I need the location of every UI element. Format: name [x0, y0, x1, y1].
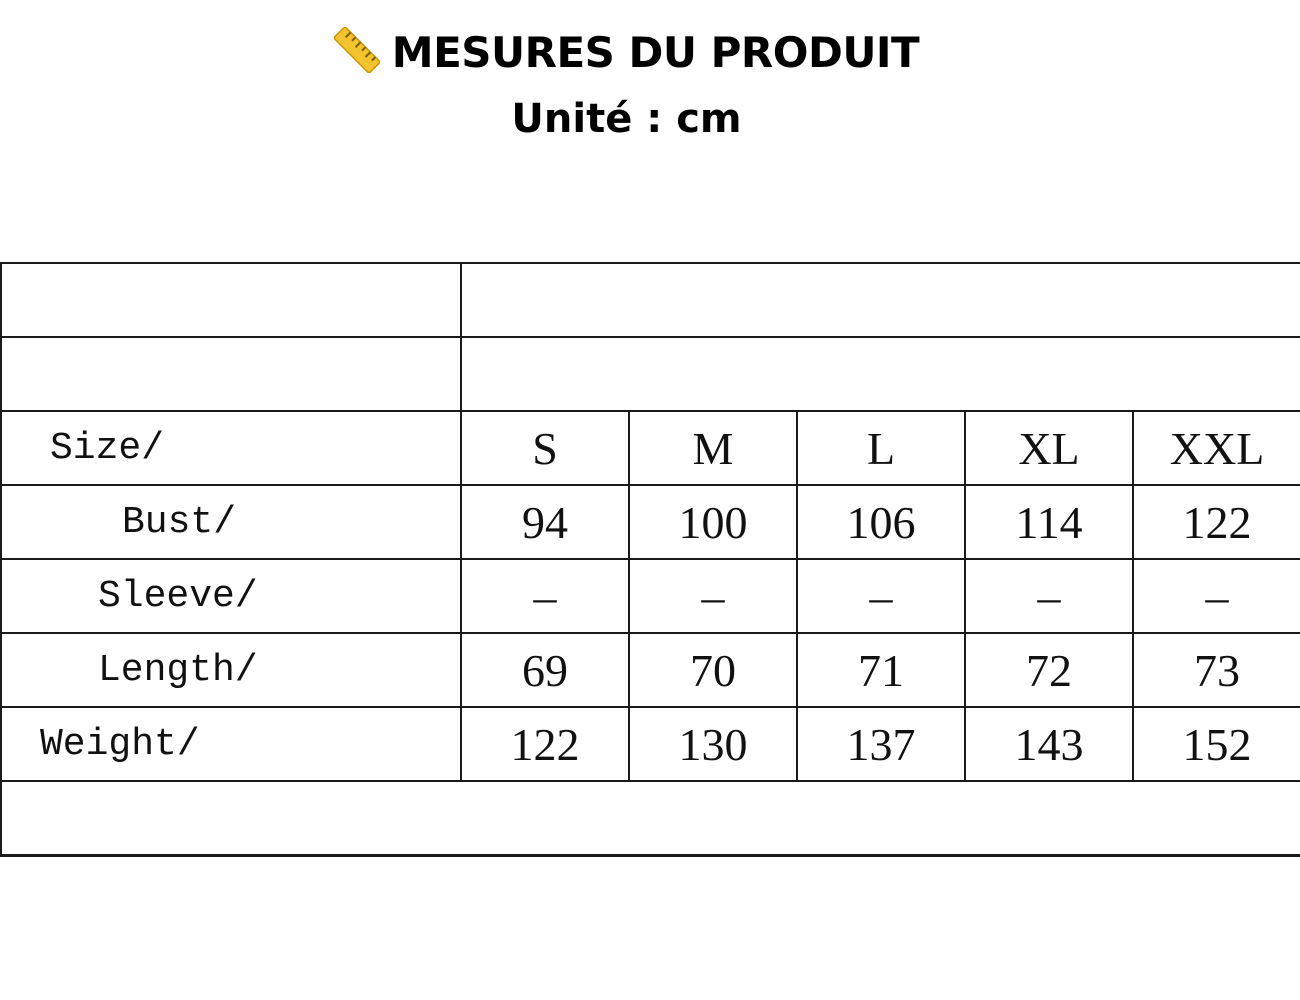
size-label: Size/ — [50, 426, 165, 470]
table-row-sizes — [1, 411, 1300, 485]
table-cell — [461, 263, 1300, 337]
table-cell: 69 — [461, 633, 629, 707]
row-label-length — [1, 633, 461, 707]
table-cell: – — [965, 559, 1133, 633]
table-cell — [1, 337, 461, 411]
table-cell: – — [629, 559, 797, 633]
table-cell: 122 — [461, 707, 629, 781]
table-cell: 100 — [629, 485, 797, 559]
table-row-blank-3 — [1, 781, 1300, 856]
table-cell: 114 — [965, 485, 1133, 559]
size-header-l: L — [797, 411, 965, 485]
row-label-sleeve — [1, 559, 461, 633]
sleeve-label: Sleeve/ — [98, 574, 258, 618]
table-cell: – — [1133, 559, 1300, 633]
table-cell: 94 — [461, 485, 629, 559]
table-cell: 130 — [629, 707, 797, 781]
table-cell: – — [461, 559, 629, 633]
row-label-size — [1, 411, 461, 485]
table-row-bust — [1, 485, 1300, 559]
size-header-xxl: XXL — [1133, 411, 1300, 485]
table-cell — [461, 337, 1300, 411]
row-label-weight — [1, 707, 461, 781]
size-chart-table — [0, 262, 1300, 857]
weight-label: Weight/ — [40, 722, 200, 766]
table-cell: 71 — [797, 633, 965, 707]
table-cell: 73 — [1133, 633, 1300, 707]
table-row-blank-2 — [1, 337, 1300, 411]
table-row-sleeve — [1, 559, 1300, 633]
table-cell: 106 — [797, 485, 965, 559]
table-cell — [1, 781, 1300, 856]
size-header-s: S — [461, 411, 629, 485]
row-label-bust — [1, 485, 461, 559]
unit-label: Unité : cm — [511, 96, 742, 142]
ruler-icon — [334, 27, 380, 73]
table-cell: 72 — [965, 633, 1133, 707]
table-cell: 70 — [629, 633, 797, 707]
table-cell: 152 — [1133, 707, 1300, 781]
table-row-weight — [1, 707, 1300, 781]
table-cell: 122 — [1133, 485, 1300, 559]
table-cell: 137 — [797, 707, 965, 781]
bust-label: Bust/ — [122, 500, 237, 544]
table-cell: – — [797, 559, 965, 633]
length-label: Length/ — [98, 648, 258, 692]
page-title-row — [0, 25, 1253, 81]
page-title: MESURES DU PRODUIT — [391, 28, 920, 77]
table-cell: 143 — [965, 707, 1133, 781]
table-cell — [1, 263, 461, 337]
table-row-blank-1 — [1, 263, 1300, 337]
size-header-m: M — [629, 411, 797, 485]
size-header-xl: XL — [965, 411, 1133, 485]
table-row-length — [1, 633, 1300, 707]
